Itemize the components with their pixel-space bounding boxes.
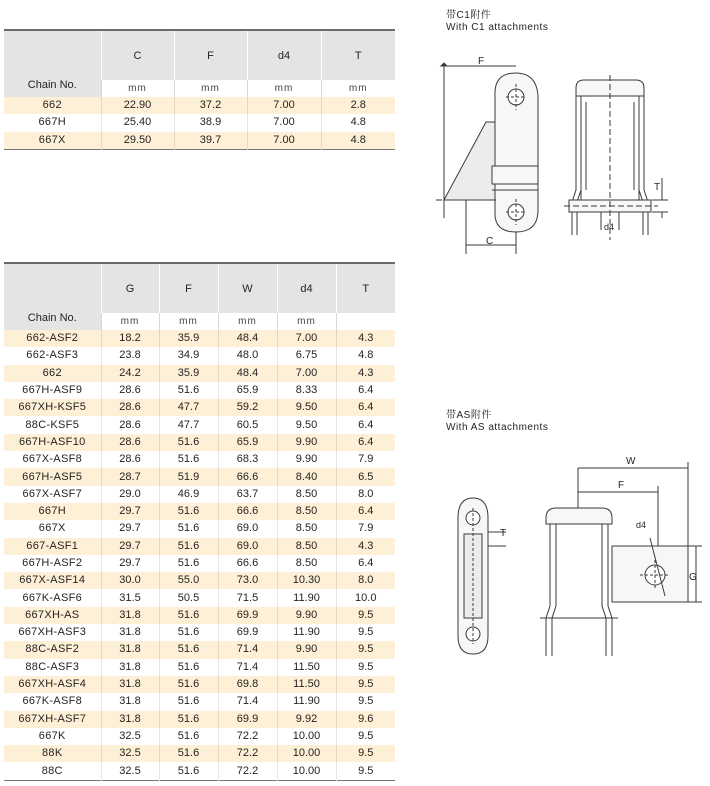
table-row — [4, 641, 395, 658]
table-row — [4, 728, 395, 745]
value-cell: 9.5 — [336, 641, 395, 658]
chain-no-cell: 667K-ASF6 — [4, 589, 101, 606]
value-cell: 9.5 — [336, 693, 395, 710]
value-cell: 4.3 — [336, 330, 395, 347]
value-cell: 29.7 — [101, 503, 159, 520]
value-cell: 30.0 — [101, 572, 159, 589]
value-cell: 35.9 — [159, 365, 218, 382]
value-cell: 69.0 — [218, 538, 277, 555]
chain-no-cell: 662 — [4, 97, 101, 114]
as-dim-d4: d4 — [636, 520, 647, 530]
as-dim-g: G — [689, 572, 697, 583]
value-cell: 51.6 — [159, 711, 218, 728]
value-cell: 29.0 — [101, 486, 159, 503]
value-cell: 9.5 — [336, 624, 395, 641]
value-cell: 28.6 — [101, 416, 159, 433]
value-cell: 23.8 — [101, 347, 159, 364]
value-cell: 7.9 — [336, 451, 395, 468]
as-front-view — [540, 462, 702, 656]
chain-no-cell: 667H — [4, 114, 101, 131]
col-header-g: G — [101, 263, 159, 313]
value-cell: 10.00 — [277, 762, 336, 780]
value-cell: 28.6 — [101, 434, 159, 451]
value-cell: 51.6 — [159, 451, 218, 468]
table-row — [4, 520, 395, 537]
table-row — [4, 114, 395, 131]
value-cell: 48.4 — [218, 330, 277, 347]
value-cell: 71.4 — [218, 693, 277, 710]
value-cell: 6.4 — [336, 399, 395, 416]
value-cell: 32.5 — [101, 762, 159, 780]
value-cell: 29.7 — [101, 538, 159, 555]
value-cell: 7.00 — [247, 132, 321, 150]
value-cell: 60.5 — [218, 416, 277, 433]
table-row — [4, 97, 395, 114]
as-dim-f: F — [618, 480, 625, 491]
value-cell: 9.5 — [336, 676, 395, 693]
value-cell: 28.6 — [101, 451, 159, 468]
table-row — [4, 132, 395, 150]
c1-dim-f: F — [478, 56, 485, 67]
as-dim-t: T — [500, 528, 507, 539]
value-cell: 6.75 — [277, 347, 336, 364]
table-row — [4, 607, 395, 624]
value-cell: 9.6 — [336, 711, 395, 728]
value-cell: 9.90 — [277, 641, 336, 658]
chain-no-cell: 88C-KSF5 — [4, 416, 101, 433]
table-row — [4, 676, 395, 693]
value-cell: 4.8 — [336, 347, 395, 364]
chain-no-cell: 667X — [4, 132, 101, 150]
value-cell: 51.6 — [159, 676, 218, 693]
value-cell: 71.4 — [218, 641, 277, 658]
value-cell: 51.6 — [159, 745, 218, 762]
value-cell: 66.6 — [218, 555, 277, 572]
value-cell: 51.6 — [159, 607, 218, 624]
unit-g: mm — [101, 313, 159, 330]
value-cell: 31.8 — [101, 624, 159, 641]
unit-f: mm — [174, 80, 247, 97]
c1-front-view — [564, 75, 668, 240]
value-cell: 38.9 — [174, 114, 247, 131]
value-cell: 68.3 — [218, 451, 277, 468]
value-cell: 28.6 — [101, 382, 159, 399]
value-cell: 31.8 — [101, 693, 159, 710]
table-row — [4, 659, 395, 676]
value-cell: 47.7 — [159, 416, 218, 433]
table-row — [4, 693, 395, 710]
c1-table-body — [4, 97, 395, 149]
as-dim-w: W — [626, 456, 636, 467]
value-cell: 72.2 — [218, 728, 277, 745]
value-cell: 7.00 — [247, 97, 321, 114]
table-row — [4, 365, 395, 382]
value-cell: 6.4 — [336, 434, 395, 451]
value-cell: 29.7 — [101, 520, 159, 537]
value-cell: 6.4 — [336, 382, 395, 399]
value-cell: 51.6 — [159, 728, 218, 745]
value-cell: 6.4 — [336, 416, 395, 433]
value-cell: 8.50 — [277, 538, 336, 555]
value-cell: 6.4 — [336, 555, 395, 572]
value-cell: 9.5 — [336, 607, 395, 624]
value-cell: 65.9 — [218, 382, 277, 399]
value-cell: 71.5 — [218, 589, 277, 606]
value-cell: 7.00 — [277, 365, 336, 382]
value-cell: 28.7 — [101, 468, 159, 485]
chain-no-cell: 667H-ASF9 — [4, 382, 101, 399]
as-dimension-table — [4, 262, 395, 781]
table-row — [4, 589, 395, 606]
value-cell: 51.6 — [159, 555, 218, 572]
value-cell: 9.5 — [336, 728, 395, 745]
value-cell: 10.00 — [277, 745, 336, 762]
table-row — [4, 468, 395, 485]
value-cell: 51.6 — [159, 641, 218, 658]
chain-no-cell: 662-ASF2 — [4, 330, 101, 347]
value-cell: 32.5 — [101, 728, 159, 745]
as-caption — [446, 410, 548, 434]
value-cell: 51.6 — [159, 434, 218, 451]
d4-label: d4 — [277, 49, 291, 62]
value-cell: 7.9 — [336, 520, 395, 537]
value-cell: 9.5 — [336, 762, 395, 780]
table-row — [4, 347, 395, 364]
unit-c: mm — [101, 80, 174, 97]
value-cell: 39.7 — [174, 132, 247, 150]
c1-dimension-table — [4, 29, 395, 150]
chain-no-cell: 667XH-AS — [4, 607, 101, 624]
chain-no-cell: 667-ASF1 — [4, 538, 101, 555]
value-cell: 71.4 — [218, 659, 277, 676]
col-header-d4-2: d4 — [277, 263, 336, 313]
chain-no-cell: 667H-ASF10 — [4, 434, 101, 451]
c1-attachment-drawing — [436, 40, 706, 260]
c1-dim-d4: d4 — [604, 222, 615, 232]
value-cell: 25.40 — [101, 114, 174, 131]
as-caption-cn: 带AS附件 — [446, 410, 492, 421]
value-cell: 8.33 — [277, 382, 336, 399]
value-cell: 51.9 — [159, 468, 218, 485]
value-cell: 72.2 — [218, 745, 277, 762]
value-cell: 11.90 — [277, 693, 336, 710]
c1-side-view — [436, 63, 538, 254]
col-header-w: W — [218, 263, 277, 313]
value-cell: 4.8 — [321, 132, 395, 150]
value-cell: 69.9 — [218, 711, 277, 728]
table-row — [4, 711, 395, 728]
value-cell: 9.92 — [277, 711, 336, 728]
value-cell: 48.0 — [218, 347, 277, 364]
chain-no-cell: 667X-ASF14 — [4, 572, 101, 589]
value-cell: 6.5 — [336, 468, 395, 485]
value-cell: 51.6 — [159, 659, 218, 676]
value-cell: 31.8 — [101, 711, 159, 728]
value-cell: 8.50 — [277, 503, 336, 520]
table-row — [4, 555, 395, 572]
value-cell: 8.0 — [336, 572, 395, 589]
unit-t2 — [336, 313, 395, 330]
table-row — [4, 416, 395, 433]
chain-no-cell: 88C-ASF2 — [4, 641, 101, 658]
value-cell: 4.3 — [336, 538, 395, 555]
value-cell: 10.30 — [277, 572, 336, 589]
value-cell: 2.8 — [321, 97, 395, 114]
table-row — [4, 745, 395, 762]
value-cell: 66.6 — [218, 503, 277, 520]
value-cell: 51.6 — [159, 520, 218, 537]
value-cell: 22.90 — [101, 97, 174, 114]
table-row — [4, 538, 395, 555]
unit-f2: mm — [159, 313, 218, 330]
unit-d4-2: mm — [277, 313, 336, 330]
c1-caption-en: With C1 attachments — [446, 22, 549, 33]
value-cell: 51.6 — [159, 762, 218, 780]
unit-d4: mm — [247, 80, 321, 97]
table-row — [4, 434, 395, 451]
value-cell: 9.5 — [336, 659, 395, 676]
value-cell: 4.3 — [336, 365, 395, 382]
value-cell: 11.90 — [277, 624, 336, 641]
value-cell: 8.50 — [277, 555, 336, 572]
table-row — [4, 486, 395, 503]
value-cell: 11.50 — [277, 676, 336, 693]
value-cell: 69.9 — [218, 607, 277, 624]
value-cell: 11.90 — [277, 589, 336, 606]
value-cell: 72.2 — [218, 762, 277, 780]
table-row — [4, 330, 395, 347]
value-cell: 18.2 — [101, 330, 159, 347]
value-cell: 9.90 — [277, 607, 336, 624]
chain-no-cell: 88K — [4, 745, 101, 762]
chain-no-cell: 662-ASF3 — [4, 347, 101, 364]
value-cell: 7.00 — [277, 330, 336, 347]
value-cell: 9.90 — [277, 434, 336, 451]
unit-t: mm — [321, 80, 395, 97]
value-cell: 63.7 — [218, 486, 277, 503]
value-cell: 8.0 — [336, 486, 395, 503]
chain-no-cell: 667X — [4, 520, 101, 537]
value-cell: 51.6 — [159, 538, 218, 555]
value-cell: 4.8 — [321, 114, 395, 131]
unit-w: mm — [218, 313, 277, 330]
chain-no-header-2: Chain No. — [4, 263, 101, 330]
value-cell: 7.00 — [247, 114, 321, 131]
value-cell: 11.50 — [277, 659, 336, 676]
c1-dim-t: T — [654, 182, 661, 193]
value-cell: 51.6 — [159, 624, 218, 641]
chain-no-cell: 667X-ASF7 — [4, 486, 101, 503]
value-cell: 8.40 — [277, 468, 336, 485]
table-row — [4, 382, 395, 399]
value-cell: 6.4 — [336, 503, 395, 520]
value-cell: 50.5 — [159, 589, 218, 606]
chain-no-cell: 667XH-ASF3 — [4, 624, 101, 641]
table-row — [4, 451, 395, 468]
chain-no-cell: 667K — [4, 728, 101, 745]
chain-no-header: Chain No. — [4, 30, 101, 97]
value-cell: 9.50 — [277, 399, 336, 416]
value-cell: 66.6 — [218, 468, 277, 485]
value-cell: 37.2 — [174, 97, 247, 114]
as-attachment-drawing — [440, 446, 706, 666]
value-cell: 10.00 — [277, 728, 336, 745]
chain-no-cell: 667XH-ASF4 — [4, 676, 101, 693]
value-cell: 10.0 — [336, 589, 395, 606]
value-cell: 9.90 — [277, 451, 336, 468]
value-cell: 24.2 — [101, 365, 159, 382]
c1-caption-cn: 带C1附件 — [446, 10, 492, 21]
value-cell: 9.5 — [336, 745, 395, 762]
chain-no-cell: 88C — [4, 762, 101, 780]
value-cell: 59.2 — [218, 399, 277, 416]
value-cell: 31.8 — [101, 607, 159, 624]
value-cell: 47.7 — [159, 399, 218, 416]
chain-no-cell: 667H-ASF5 — [4, 468, 101, 485]
table-row — [4, 503, 395, 520]
c1-dim-c: C — [486, 236, 494, 247]
value-cell: 34.9 — [159, 347, 218, 364]
table-row — [4, 572, 395, 589]
value-cell: 8.50 — [277, 520, 336, 537]
value-cell: 8.50 — [277, 486, 336, 503]
col-header-f2: F — [159, 263, 218, 313]
chain-no-cell: 667X-ASF8 — [4, 451, 101, 468]
chain-no-cell: 667XH-KSF5 — [4, 399, 101, 416]
chain-no-cell: 667XH-ASF7 — [4, 711, 101, 728]
value-cell: 48.4 — [218, 365, 277, 382]
value-cell: 65.9 — [218, 434, 277, 451]
as-table-body — [4, 330, 395, 780]
col-header-t2: T — [336, 263, 395, 313]
value-cell: 69.9 — [218, 624, 277, 641]
chain-no-cell: 88C-ASF3 — [4, 659, 101, 676]
chain-no-cell: 667H — [4, 503, 101, 520]
value-cell: 46.9 — [159, 486, 218, 503]
value-cell: 31.5 — [101, 589, 159, 606]
value-cell: 31.8 — [101, 659, 159, 676]
value-cell: 51.6 — [159, 503, 218, 520]
value-cell: 51.6 — [159, 382, 218, 399]
value-cell: 73.0 — [218, 572, 277, 589]
value-cell: 51.6 — [159, 693, 218, 710]
chain-no-cell: 667H-ASF2 — [4, 555, 101, 572]
table-row — [4, 624, 395, 641]
chain-no-cell: 667K-ASF8 — [4, 693, 101, 710]
value-cell: 69.0 — [218, 520, 277, 537]
value-cell: 31.8 — [101, 676, 159, 693]
col-header-c: C — [101, 30, 174, 80]
value-cell: 32.5 — [101, 745, 159, 762]
value-cell: 9.50 — [277, 416, 336, 433]
as-caption-en: With AS attachments — [446, 422, 549, 433]
table-row — [4, 399, 395, 416]
col-header-f: F — [174, 30, 247, 80]
value-cell: 31.8 — [101, 641, 159, 658]
value-cell: 69.8 — [218, 676, 277, 693]
value-cell: 29.50 — [101, 132, 174, 150]
col-header-t: T — [321, 30, 395, 80]
value-cell: 35.9 — [159, 330, 218, 347]
as-side-view — [458, 498, 506, 654]
chain-no-cell: 662 — [4, 365, 101, 382]
value-cell: 29.7 — [101, 555, 159, 572]
col-header-d4 — [247, 30, 321, 80]
value-cell: 28.6 — [101, 399, 159, 416]
value-cell: 55.0 — [159, 572, 218, 589]
c1-caption — [446, 10, 548, 34]
table-row — [4, 762, 395, 780]
